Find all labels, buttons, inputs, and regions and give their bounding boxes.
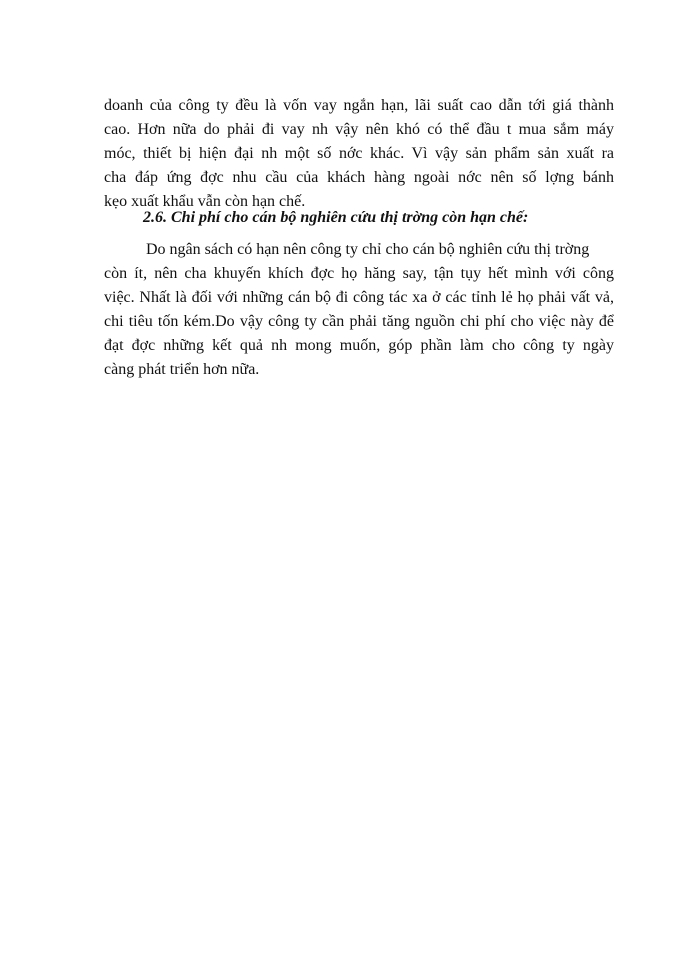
paragraph-line: Do ngân sách có hạn nên công ty chỉ cho cán bộ nghiên cứu thị trờng	[146, 241, 590, 258]
paragraph-line: cao. Hơn nữa do phải đi vay nh vậy nên khó có thể đầu t mua sắm máy	[104, 121, 614, 138]
section-heading: 2.6. Chi phí cho cán bộ nghiên cứu thị trờng còn hạn chế:	[143, 209, 529, 226]
paragraph-2	[104, 238, 614, 382]
paragraph-line: càng phát triển hơn nữa.	[104, 361, 260, 378]
paragraph-line: doanh của công ty đều là vốn vay ngắn hạn, lãi suất cao dẫn tới giá thành	[104, 97, 614, 114]
paragraph-line: việc. Nhất là đối với những cán bộ đi công tác xa ở các tỉnh lẻ họ phải vất vả,	[104, 289, 614, 306]
paragraph-line: cha đáp ứng đợc nhu cầu của khách hàng ngoài nớc nên số lợng bánh	[104, 169, 614, 186]
paragraph-line: chi tiêu tốn kém.Do vậy công ty cần phải tăng nguồn chi phí cho việc này để	[104, 313, 614, 330]
paragraph-line: móc, thiết bị hiện đại nh một số nớc khác. Vì vậy sản phẩm sản xuất ra	[104, 145, 614, 162]
paragraph-1	[104, 94, 614, 214]
paragraph-line: còn ít, nên cha khuyến khích đợc họ hăng say, tận tụy hết mình với công	[104, 265, 614, 282]
paragraph-line: kẹo xuất khẩu vẫn còn hạn chế.	[104, 193, 306, 210]
paragraph-line: đạt đợc những kết quả nh mong muốn, góp phần làm cho công ty ngày	[104, 337, 614, 354]
